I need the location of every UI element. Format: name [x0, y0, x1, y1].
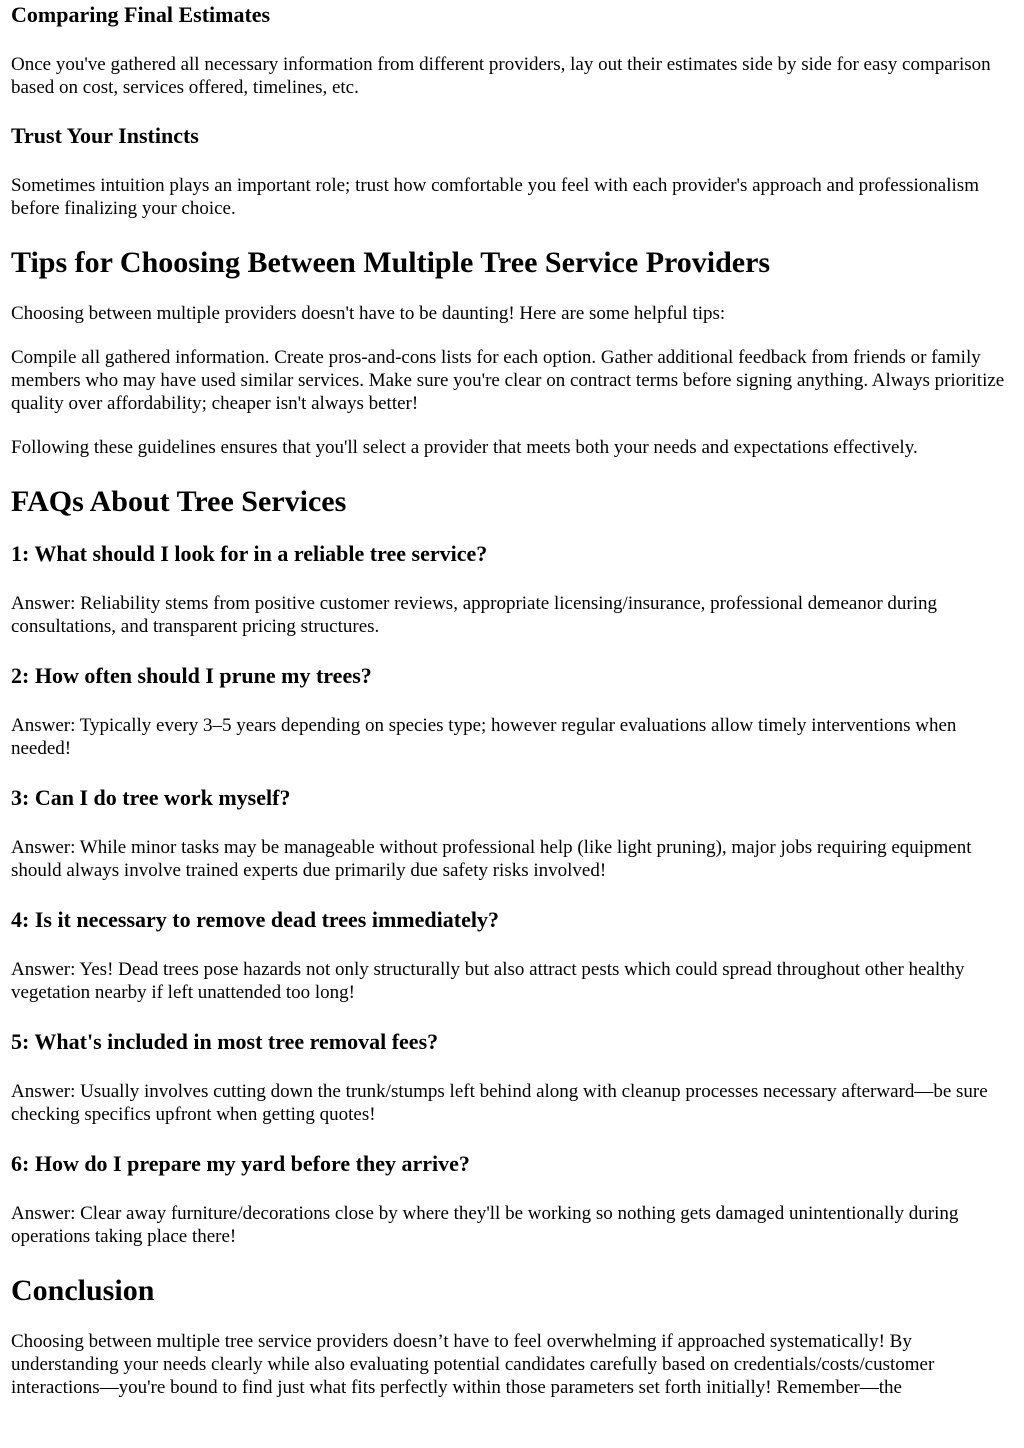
faq-question: 5: What's included in most tree removal fees?: [11, 1029, 439, 1054]
tips-intro: Choosing between multiple providers doesn't have to be daunting! Here are some helpful tips:: [11, 303, 726, 324]
faqs-heading: FAQs About Tree Services: [11, 485, 347, 518]
faq-question: 3: Can I do tree work myself?: [11, 785, 291, 810]
faq-answer: Answer: Usually involves cutting down the trunk/stumps left behind along with cleanup processes necessary afterward—be sure checking specifics upfront when getting quotes!: [11, 1081, 988, 1125]
faq-question: 6: How do I prepare my yard before they arrive?: [11, 1151, 470, 1176]
faq-answer: Answer: Reliability stems from positive customer reviews, appropriate licensing/insurance, professional demeanor during consultations, and transparent pricing structures.: [11, 593, 938, 637]
faq-answer: Answer: Typically every 3–5 years depending on species type; however regular evaluations allow timely interventions when needed!: [11, 715, 957, 759]
conclusion-heading: Conclusion: [11, 1274, 155, 1307]
faq-question: 2: How often should I prune my trees?: [11, 663, 372, 688]
faq-answer: Answer: Yes! Dead trees pose hazards not only structurally but also attract pests which could spread throughout other healthy vegetation nearby if left unattended too long!: [11, 959, 965, 1003]
tips-heading: Tips for Choosing Between Multiple Tree Service Providers: [11, 246, 771, 279]
faq-question: 4: Is it necessary to remove dead trees immediately?: [11, 907, 499, 932]
trust-instincts-heading: Trust Your Instincts: [11, 123, 199, 148]
faq-question: 1: What should I look for in a reliable tree service?: [11, 541, 488, 566]
tips-outro: Following these guidelines ensures that you'll select a provider that meets both your needs and expectations effectively.: [11, 437, 918, 458]
faq-answer: Answer: Clear away furniture/decorations close by where they'll be working so nothing gets damaged unintentionally during operations taking place there!: [11, 1203, 959, 1247]
tips-list: Compile all gathered information. Create pros-and-cons lists for each option. Gather additional feedback from friends or family members who may have used similar services. Make sure you're clear on contract terms before signing anything. Always prioritize quality over affordability; cheaper isn't always better!: [11, 347, 1005, 414]
article: [0, 2, 1024, 1399]
conclusion-body: Choosing between multiple tree service providers doesn’t have to feel overwhelming if approached systematically! By understanding your needs clearly while also evaluating potential candidates carefully based on credentials/costs/customer interactions—you're bound to find just what fits perfectly within those parameters set forth initially! Remember—the: [11, 1331, 935, 1398]
faq-answer: Answer: While minor tasks may be manageable without professional help (like light pruning), major jobs requiring equipment should always involve trained experts due primarily due safety risks involved!: [11, 837, 972, 881]
trust-instincts-body: Sometimes intuition plays an important role; trust how comfortable you feel with each provider's approach and professionalism before finalizing your choice.: [11, 175, 979, 219]
comparing-estimates-heading: Comparing Final Estimates: [11, 2, 271, 27]
comparing-estimates-body: Once you've gathered all necessary information from different providers, lay out their estimates side by side for easy comparison based on cost, services offered, timelines, etc.: [11, 54, 991, 98]
